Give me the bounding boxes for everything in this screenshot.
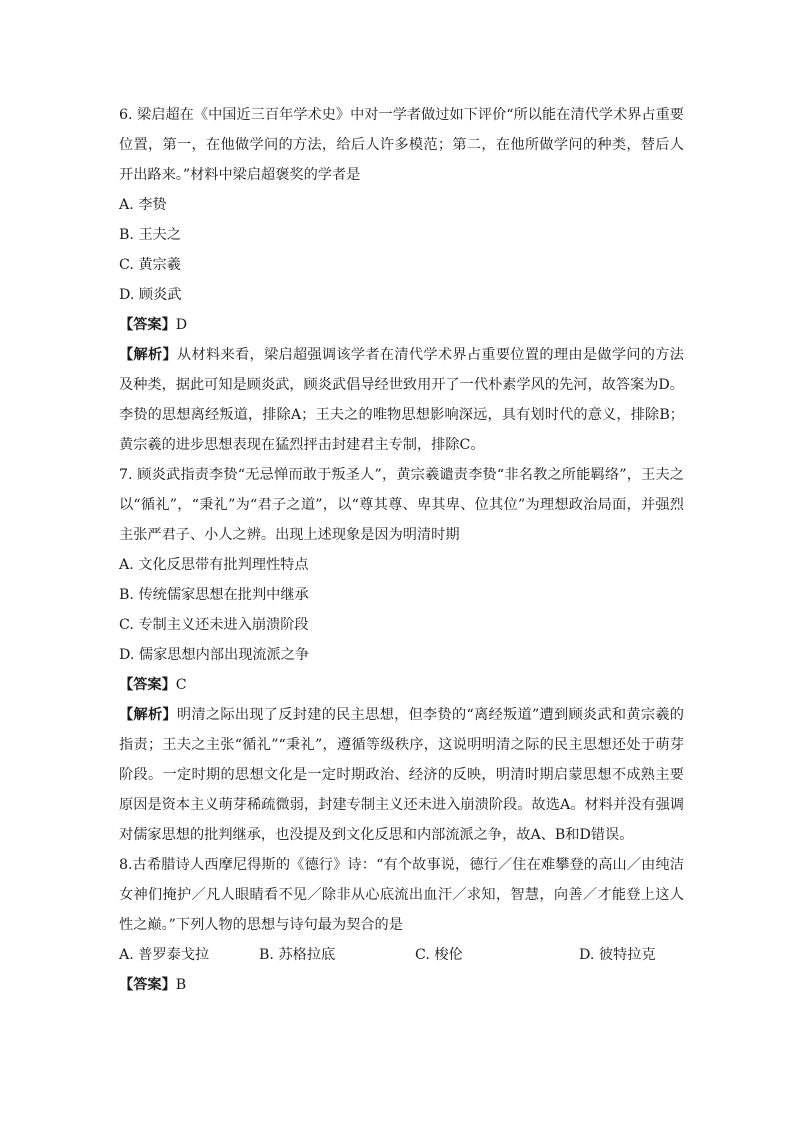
- document-body: [119, 100, 684, 1000]
- question-stem: 7. 顾炎武指责李贽“无忌惮而敢于叛圣人”，黄宗羲谴责李贽“非名教之所能羁络”，王夫之以“循礼”，“秉礼”为“君子之道”，以“尊其尊、卑其卑、位其位”为理想政治局面，并强烈主张严君子、小人之辨。出现上述现象是因为明清时期: [119, 467, 684, 543]
- option-c: C. 黄宗羲: [119, 257, 181, 273]
- option-a: A. 普罗泰戈拉: [119, 947, 210, 963]
- option-c: C. 专制主义还未进入崩溃阶段: [119, 617, 309, 633]
- explanation: [119, 700, 684, 850]
- question-8: [119, 850, 684, 1000]
- explanation-tag: 【解析】: [119, 707, 177, 723]
- option-a: A. 李贽: [119, 197, 167, 213]
- answer-tag: 【答案】: [119, 677, 176, 693]
- explanation-text: 从材料来看，梁启超强调该学者在清代学术界占重要位置的理由是做学问的方法及种类，据此可知是顾炎武，顾炎武倡导经世致用开了一代朴素学风的先河，故答案为D。李贽的思想离经叛道，排除A；王夫之的唯物思想影响深远，具有划时代的意义，排除B；黄宗羲的进步思想表现在猛烈抨击封建君主专制，排除C。: [119, 347, 684, 453]
- options-row: [119, 940, 684, 970]
- option-d: D. 顾炎武: [119, 287, 182, 303]
- option-b: B. 传统儒家思想在批判中继承: [119, 587, 309, 603]
- answer-tag: 【答案】: [119, 317, 176, 333]
- option-d: D. 彼特拉克: [579, 947, 656, 963]
- answer-value: B: [175, 977, 187, 993]
- answer-value: C: [175, 677, 187, 693]
- option-b: B. 苏格拉底: [259, 947, 336, 963]
- option-d: D. 儒家思想内部出现流派之争: [119, 647, 310, 663]
- question-stem: 8.古希腊诗人西摩尼得斯的《德行》诗：“有个故事说，德行／住在难攀登的高山／由纯洁女神们掩护／凡人眼睛看不见／除非从心底流出血汗／求知，智慧，向善／才能登上这人性之巅。”下列人物的思想与诗句最为契合的是: [119, 857, 684, 933]
- answer-value: D: [175, 317, 188, 333]
- option-c: C. 梭伦: [415, 947, 463, 963]
- explanation-tag: 【解析】: [119, 347, 177, 363]
- option-a: A. 文化反思带有批判理性特点: [119, 557, 309, 573]
- option-b: B. 王夫之: [119, 227, 182, 243]
- answer-line: [119, 970, 684, 1000]
- explanation: [119, 340, 684, 460]
- answer-line: [119, 670, 684, 700]
- answer-tag: 【答案】: [119, 977, 176, 993]
- question-7: [119, 460, 684, 850]
- answer-line: [119, 310, 684, 340]
- explanation-text: 明清之际出现了反封建的民主思想，但李贽的“离经叛道”遭到顾炎武和黄宗羲的指责；王夫之主张“循礼”“秉礼”，遵循等级秩序，这说明明清之际的民主思想还处于萌芽阶段。一定时期的思想文化是一定时期政治、经济的反映，明清时期启蒙思想不成熟主要原因是资本主义萌芽稀疏微弱，封建专制主义还未进入崩溃阶段。故选A。材料并没有强调对儒家思想的批判继承，也没提及到文化反思和内部流派之争，故A、B和D错误。: [119, 707, 684, 843]
- question-stem: 6. 梁启超在《中国近三百年学术史》中对一学者做过如下评价“所以能在清代学术界占重要位置，第一，在他做学问的方法，给后人许多模范；第二，在他所做学问的种类，替后人开出路来。”材料中梁启超褒奖的学者是: [119, 107, 684, 183]
- question-6: [119, 100, 684, 460]
